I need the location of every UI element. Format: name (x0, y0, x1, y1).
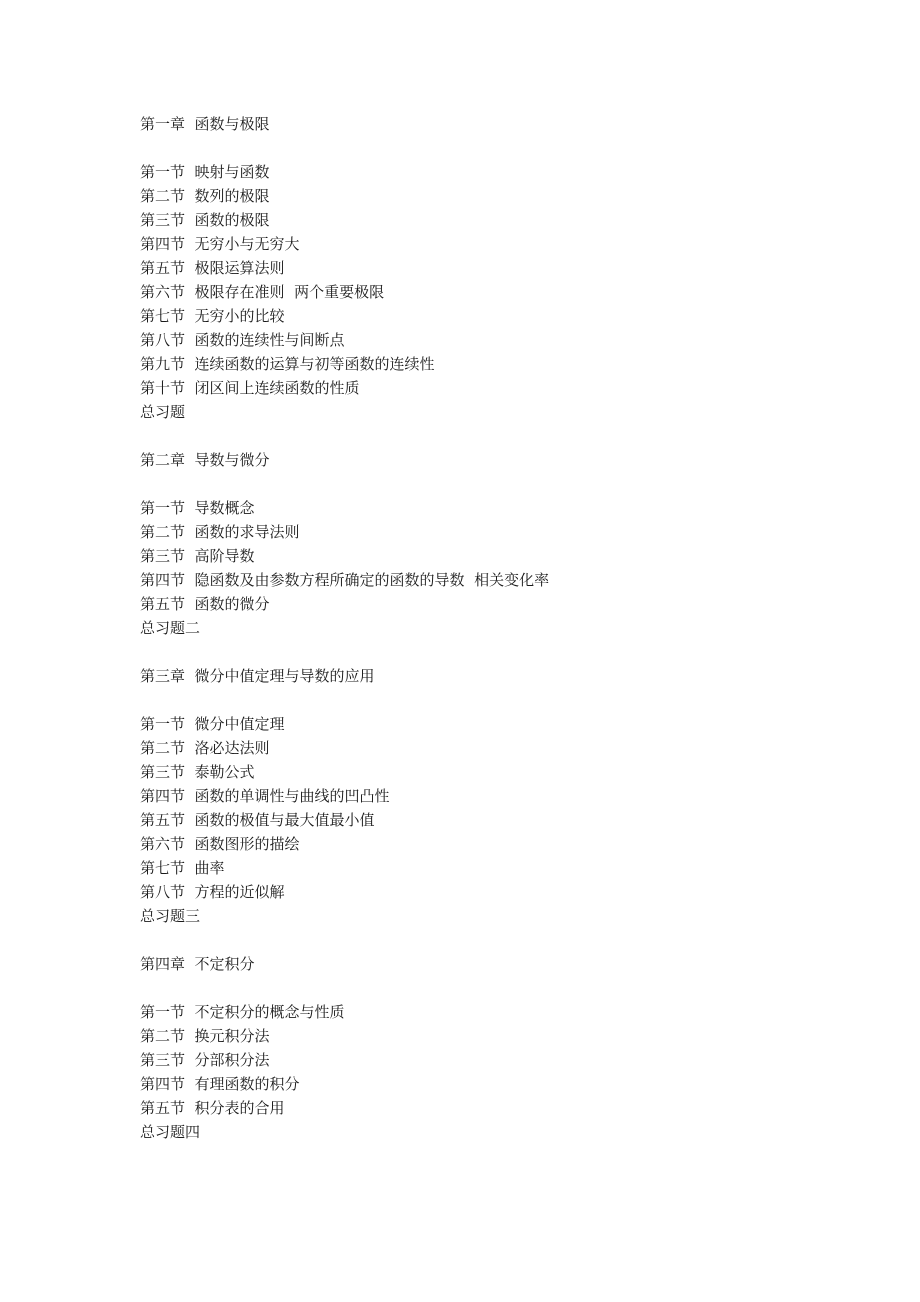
section-item: 第三节 分部积分法 (140, 1051, 270, 1069)
section-item: 第八节 方程的近似解 (140, 883, 285, 901)
exercises-item: 总习题二 (140, 619, 201, 637)
section-item: 第六节 函数图形的描绘 (140, 835, 300, 853)
section-item: 第一节 不定积分的概念与性质 (140, 1003, 345, 1021)
chapter-title: 第四章 不定积分 (140, 955, 255, 973)
chapter-title: 第二章 导数与微分 (140, 451, 270, 469)
section-item: 第四节 无穷小与无穷大 (140, 235, 300, 253)
exercises-item: 总习题 (140, 403, 186, 421)
section-item: 第四节 函数的单调性与曲线的凹凸性 (140, 787, 390, 805)
chapter-1 (140, 112, 840, 424)
section-item: 第五节 函数的极值与最大值最小值 (140, 811, 375, 829)
section-item: 第五节 函数的微分 (140, 595, 270, 613)
section-item: 第一节 映射与函数 (140, 163, 270, 181)
section-item: 第七节 无穷小的比较 (140, 307, 285, 325)
chapter-2 (140, 448, 840, 640)
document-page (140, 112, 840, 1144)
section-item: 第八节 函数的连续性与间断点 (140, 331, 345, 349)
exercises-item: 总习题四 (140, 1123, 201, 1141)
exercises-item: 总习题三 (140, 907, 201, 925)
section-item: 第二节 洛必达法则 (140, 739, 270, 757)
section-item: 第一节 微分中值定理 (140, 715, 285, 733)
section-item: 第五节 积分表的合用 (140, 1099, 285, 1117)
section-item: 第三节 泰勒公式 (140, 763, 255, 781)
section-item: 第二节 函数的求导法则 (140, 523, 300, 541)
section-item: 第二节 换元积分法 (140, 1027, 270, 1045)
section-item: 第六节 极限存在准则 两个重要极限 (140, 283, 385, 301)
section-item: 第三节 高阶导数 (140, 547, 255, 565)
chapter-3 (140, 664, 840, 928)
section-item: 第四节 隐函数及由参数方程所确定的函数的导数 相关变化率 (140, 571, 550, 589)
section-item: 第七节 曲率 (140, 859, 225, 877)
section-item: 第五节 极限运算法则 (140, 259, 285, 277)
chapter-title: 第三章 微分中值定理与导数的应用 (140, 667, 375, 685)
section-item: 第三节 函数的极限 (140, 211, 270, 229)
chapter-4 (140, 952, 840, 1144)
section-item: 第二节 数列的极限 (140, 187, 270, 205)
section-item: 第十节 闭区间上连续函数的性质 (140, 379, 360, 397)
chapter-title: 第一章 函数与极限 (140, 115, 270, 133)
section-item: 第四节 有理函数的积分 (140, 1075, 300, 1093)
section-item: 第九节 连续函数的运算与初等函数的连续性 (140, 355, 435, 373)
section-item: 第一节 导数概念 (140, 499, 255, 517)
